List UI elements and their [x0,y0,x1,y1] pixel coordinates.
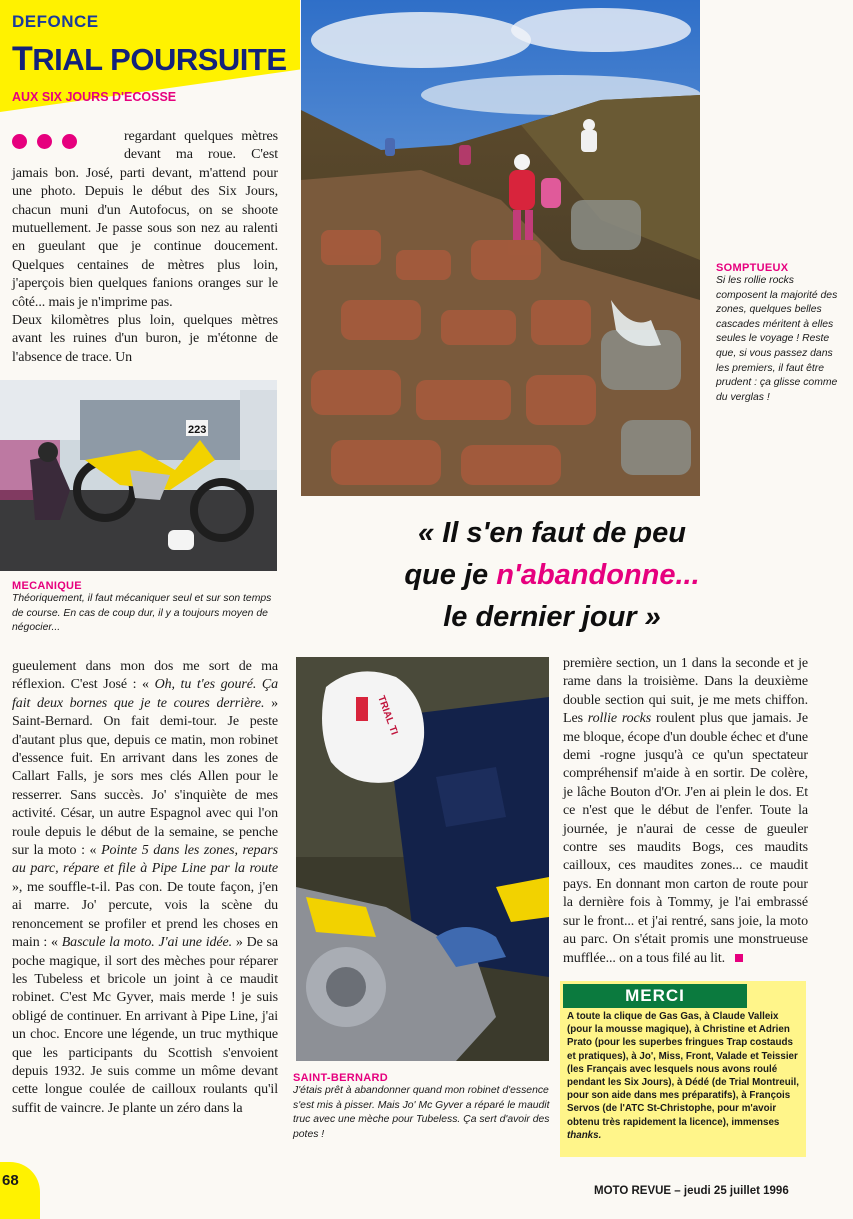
emphasis: thanks. [567,1129,602,1141]
quote-line-2 [302,554,802,596]
merci-box [560,981,806,1157]
paragraph [12,658,278,1118]
pull-quote [302,512,802,638]
page-subtitle: AUX SIX JOURS D'ECOSSE [12,90,177,104]
pink-bullet-icon [12,134,27,149]
merci-text [567,1010,803,1142]
quoted-speech: Oh, tu t'es gouré. Ça fait deux bornes que je te coures derrière. [12,677,279,711]
photo-somptueux [301,0,700,496]
caption-mecanique [12,580,282,636]
caption-somptueux [716,262,846,405]
caption-title: SAINT-BERNARD [293,1072,388,1084]
paragraph: Deux kilomètres plus loin, quelques mètres avant les ruines d'un buron, je m'étonne de l'absence de trace. Un [12,313,278,365]
plate-number: 223 [188,424,207,436]
photo-saint-bernard [296,657,549,1061]
text-run: A toute la clique de Gas Gas, à Claude Valleix (pour la mousse magique), à Christine et Adrien Prato (pour les superbes fringues Trap costauds et pratiques), à Jo', Miss, Front, Valade et Teissier (les Français avec lesquels nous avons roulé pendant les Six Jours), à Dédé (de Trial Montreuil, pour son aide dans mes préparatifs), à François Servos (de l'ATC St-Christophe, pour m'avoir obtenu très rapidement la licence), immenses [567,1011,799,1128]
page-number: 68 [2,1172,19,1189]
text-run: roulent plus que jamais. Je me bloque, écope d'un double échec et d'une demi -rogne jusqu'à ce qu'un spectateur compréhensif m'aide à en sortir. De colère, je lâche Bouton d'Or. J'en ai plein le dos. Et ce n'est que le début de l'enfer. Toute la journée, je n'aurai de cesse de gueuler contre ses maudits Bogs, ces maudits cailloux, ces maudites zones... ce maudit pays. En donnant mon carton de route pour la dernière fois à Tommy, je l'ai embrassé sur le front... et j'ai rentré, sans joie, la moto au parc. On s'était promis une monstrueuse mufflée... on a tous filé au lit. [563,711,808,966]
section-kicker: DEFONCE [12,12,99,31]
emphasis: rollie rocks [587,711,652,727]
quote-line-1: « Il s'en faut de peu [418,517,686,549]
pink-bullet-icon [62,134,77,149]
quote-line-2-start: que je [404,559,497,591]
text-run: gueulement dans mon dos me sort de ma réflexion. C'est José : « [12,659,278,693]
pink-bullet-icon [37,134,52,149]
quoted-speech: Pointe 5 dans les zones, repars au parc, répare et file à Pipe Line par la route [12,843,278,877]
photo-mecanique [0,380,277,571]
caption-saint-bernard [293,1072,553,1142]
caption-text: Théoriquement, il faut mécaniquer seul et sur son temps de course. En cas de coup dur, il y a toujours moyen de négocier... [12,593,272,634]
quote-highlight: n'abandonne... [496,559,700,591]
merci-title: MERCI [563,984,747,1008]
title-initial: T [12,40,33,78]
page-number-tab [0,1162,40,1219]
page-title [12,40,287,79]
quoted-speech: Bascule la moto. J'ai une idée. [61,935,233,951]
caption-title: SOMPTUEUX [716,262,789,274]
lead-paragraph: regardant quelques mètres devant ma roue. C'est jamais bon. José, parti devant, m'attend pour une photo. Depuis le début des Six Jours, chacun muni d'un Autofocus, on se shoote mutuellement. Je passe sous son nez au ralenti en gueulant que je continue doucement. Quelques centaines de mètres plus loin, j'aperçois bien quelques fanions oranges sur le côté... mais je n'imprime pas. [12,129,278,310]
caption-text: J'étais prêt à abandonner quand mon robinet d'essence s'est mis à pisser. Mais Jo' Mc Gyver a réparé le maudit truc avec une mèche pour Tubeless. Ça sert d'avoir des potes ! [293,1085,550,1140]
article-column-1 [12,128,278,367]
title-rest: RIAL POURSUITE [32,42,287,77]
lead-bullets [12,128,124,158]
caption-title: MECANIQUE [12,580,82,592]
end-of-article-icon [735,954,743,962]
text-run: », me souffle-t-il. Pas con. De toute façon, j'en ai marre. Jo' percute, vois la scène du renoncement se profiler et prend les choses en main : « [12,879,278,951]
publication-footer: MOTO REVUE – jeudi 25 juillet 1996 [594,1185,789,1197]
helmet [322,671,424,782]
article-column-3 [563,655,808,968]
paragraph [563,655,808,968]
text-run: première section, un 1 dans la seconde et je rame dans la troisième. Dans la deuxième double section qui suit, je me mets chiffon. Les [563,656,808,727]
caption-text: Si les rollie rocks composent la majorité des zones, quelques belles cascades méritent à elles seules le voyage ! Reste que, si vous passez dans les premiers, il faut être prudent : ça glisse comme du verglas ! [716,275,838,403]
text-run: » De sa poche magique, il sort des mèches pour réparer les Tubeless et bricole un joint à ce maudit robinet. C'est Mc Gyver, mais merde ! je suis obligé de continuer. En arrivant à Pipe Line, j'ai un choc. Encore une légende, un truc mythique que les participants du Scottish s'envoient depuis 1932. Je suis comme un môme devant cette longue coulée de cailloux roulants qu'il suffit de vaincre. Je plante un zéro dans la [12,935,278,1116]
article-column-2 [12,658,278,1118]
helmet-text: TRIAL TI [375,694,400,737]
text-run: » Saint-Bernard. On fait demi-tour. Je peste d'autant plus que, depuis ce matin, mon robinet d'essence fuit. En arrivant dans les zones de Callart Falls, je sors mes clés Allen pour le resserrer. Sans succès. Jo' s'inquiète de mes activité. César, un autre Espagnol avec qui l'on roule depuis le début de la semaine, se penche sur la moto : « [12,695,278,859]
quote-line-3: le dernier jour » [443,601,661,633]
